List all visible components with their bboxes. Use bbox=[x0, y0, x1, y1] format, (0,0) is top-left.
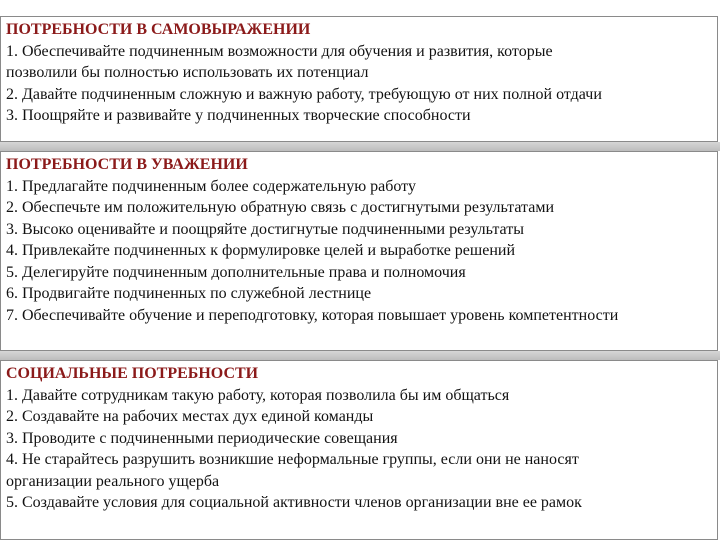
list-item: 7. Обеспечивайте обучение и переподготовку, которая повышает уровень компетентности bbox=[6, 306, 619, 324]
section-divider bbox=[0, 142, 720, 151]
top-margin bbox=[0, 0, 720, 16]
self-expression-section bbox=[0, 16, 718, 142]
list-item: 3. Высоко оценивайте и поощряйте достигнутые подчиненными результаты bbox=[6, 220, 524, 238]
list-item: 4. Привлекайте подчиненных к формулировке целей и выработке решений bbox=[6, 242, 516, 259]
list-item: 6. Продвигайте подчиненных по служебной лестнице bbox=[6, 285, 372, 302]
list-item: организации реального ущерба bbox=[6, 472, 220, 490]
section-title: ПОТРЕБНОСТИ В САМОВЫРАЖЕНИИ bbox=[6, 21, 311, 38]
list-item: 1. Предлагайте подчиненным более содержательную работу bbox=[6, 177, 416, 195]
section-title: ПОТРЕБНОСТИ В УВАЖЕНИИ bbox=[6, 156, 248, 173]
list-item: позволили бы полностью использовать их потенциал bbox=[6, 64, 369, 81]
list-item: 5. Создавайте условия для социальной активности членов организации вне ее рамок bbox=[6, 494, 582, 511]
list-item: 1. Давайте сотрудникам такую работу, которая позволила бы им общаться bbox=[6, 386, 510, 404]
list-item: 2. Обеспечьте им положительную обратную связь с достигнутыми результатами bbox=[6, 199, 555, 216]
esteem-section bbox=[0, 151, 718, 351]
list-item: 2. Давайте подчиненным сложную и важную работу, требующую от них полной отдачи bbox=[6, 85, 602, 103]
social-section bbox=[0, 360, 718, 540]
list-item: 1. Обеспечивайте подчиненным возможности для обучения и развития, которые bbox=[6, 42, 553, 60]
list-item: 2. Создавайте на рабочих местах дух единой команды bbox=[6, 408, 374, 425]
section-divider bbox=[0, 351, 720, 360]
list-item: 3. Поощряйте и развивайте у подчиненных творческие способности bbox=[6, 107, 471, 124]
list-item: 5. Делегируйте подчиненным дополнительные права и полномочия bbox=[6, 263, 466, 281]
section-title: СОЦИАЛЬНЫЕ ПОТРЕБНОСТИ bbox=[6, 365, 259, 382]
list-item: 4. Не старайтесь разрушить возникшие неформальные группы, если они не наносят bbox=[6, 451, 579, 468]
list-item: 3. Проводите с подчиненными периодические совещания bbox=[6, 429, 398, 447]
